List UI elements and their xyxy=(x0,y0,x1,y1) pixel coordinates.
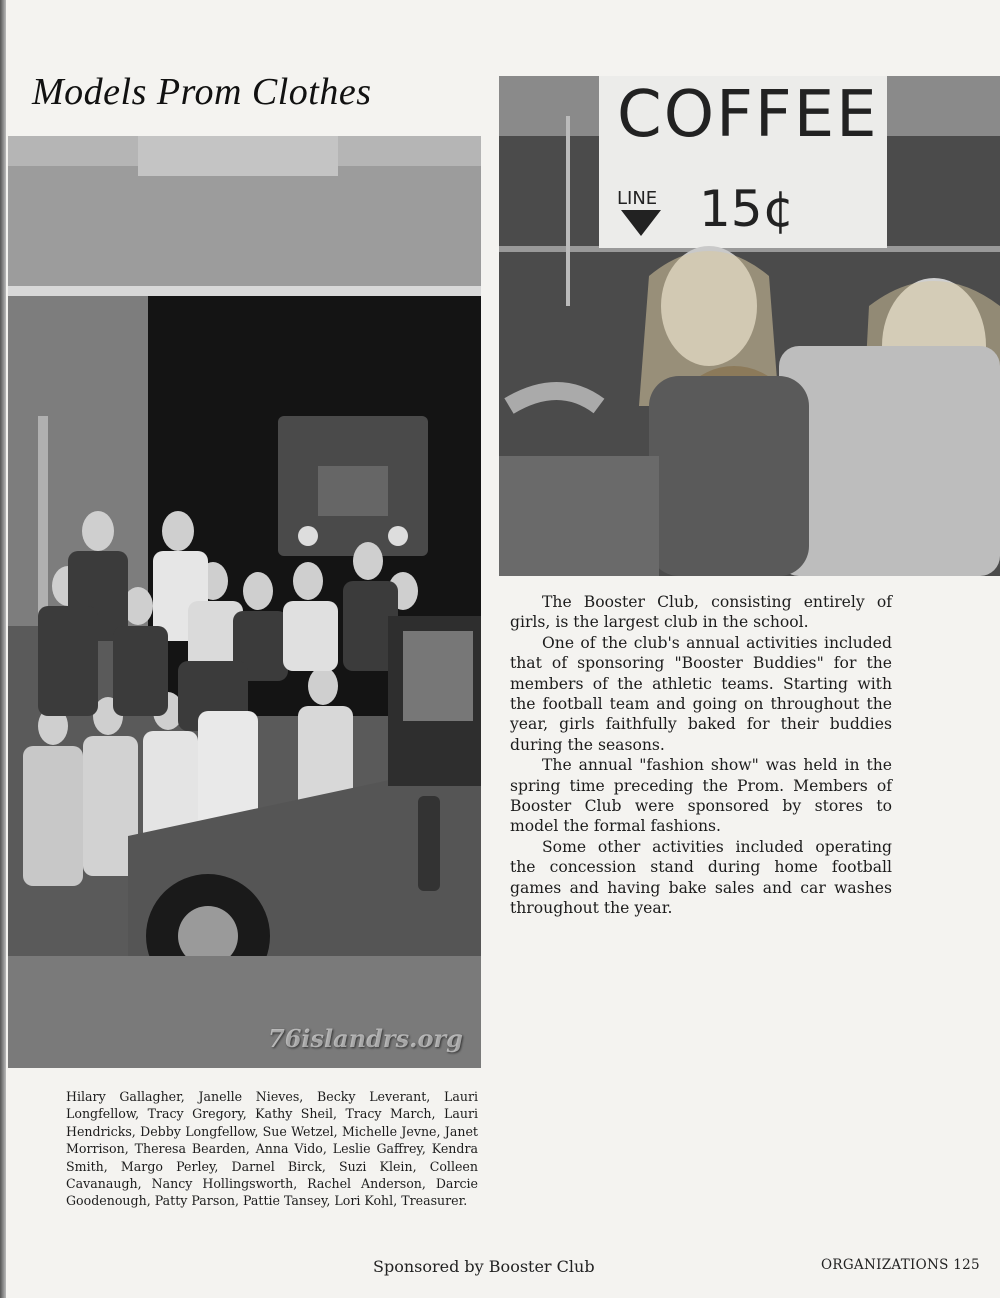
sign-price: 15¢ xyxy=(699,180,795,238)
photo-caption: Hilary Gallagher, Janelle Nieves, Becky Leverant, Lauri Longfellow, Tracy Gregory, Kathy Sheil, Tracy March, Lauri Hendricks, Debby Longfellow, Sue Wetzel, Michelle Jevne, Janet Morrison, Theresa Bearden, Anna Vido, Leslie Gaffrey, Kendra Smith, Margo Perley, Darnel Birck, Suzi Klein, Colleen Cavanaugh, Nancy Hollingsworth, Rachel Anderson, Darcie Goodenough, Patty Parson, Pattie Tansey, Lori Kohl, Treasurer. xyxy=(66,1089,478,1209)
article-paragraph: Some other activities included operating the concession stand during home football games and having bake sales and car washes throughout the year. xyxy=(510,837,892,918)
sign-coffee: COFFEE xyxy=(617,78,879,152)
group-photo-fire-truck xyxy=(8,136,481,1068)
sign-line: LINE xyxy=(617,188,658,209)
article-body xyxy=(510,592,892,919)
page-folio: ORGANIZATIONS 125 xyxy=(821,1257,980,1273)
page-title: Models Prom Clothes xyxy=(32,71,372,113)
page-edge-shadow xyxy=(0,0,6,1298)
sign-arrow-down-icon xyxy=(621,210,661,236)
coffee-stand-photo xyxy=(499,76,1000,576)
sponsor-credit: Sponsored by Booster Club xyxy=(373,1257,595,1276)
article-paragraph: The Booster Club, consisting entirely of girls, is the largest club in the school. xyxy=(510,593,892,632)
group-photo-illustration xyxy=(8,136,481,1068)
article-paragraph: The annual "fashion show" was held in the spring time preceding the Prom. Members of Booster Club were sponsored by stores to model the formal fashions. xyxy=(510,756,892,836)
article-paragraph: One of the club's annual activities included that of sponsoring "Booster Buddies" for the members of the athletic teams. Starting with the football team and going on throughout the year, girls faithfully baked for their buddies during the seasons. xyxy=(510,633,892,754)
watermark: 76islandrs.org xyxy=(268,1024,463,1053)
